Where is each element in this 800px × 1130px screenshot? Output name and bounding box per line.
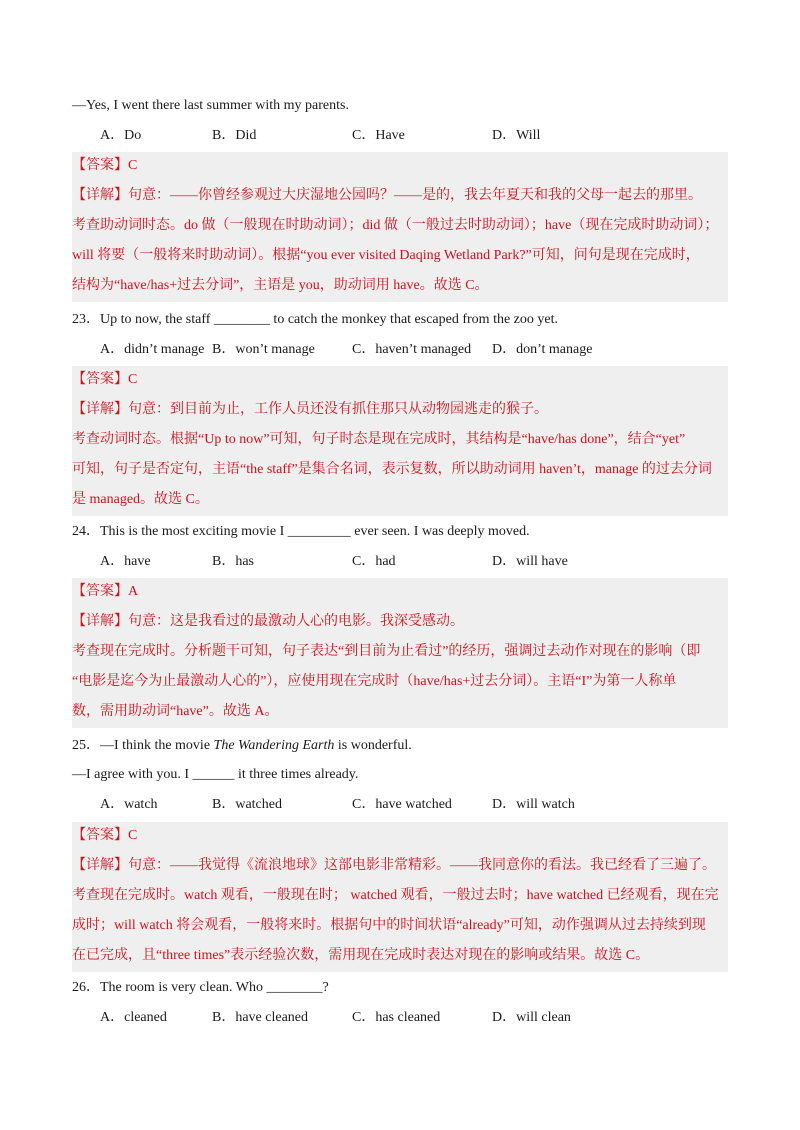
q25-explain-3: 成时；will watch 将会观看，一般将来时。根据句中的时间状语“already”可知，动作强调从过去持续到现 [72,918,706,933]
q24-explain-1: 【详解】句意：这是我看过的最激动人心的电影。我深受感动。 [72,614,464,629]
q22-explain-3: will 将要（一般将来时助动词）。根据“you ever visited Daqing Wetland Park?”可知，问句是现在完成时， [72,248,700,263]
q25-explain-4: 在已完成，且“three times”表示经验次数，需用现在完成时表达对现在的影响或结果。故选 C。 [72,948,650,963]
q25-explain-2: 考查现在完成时。watch 观看，一般现在时； watched 观看，一般过去时；have watched 已经观看，现在完 [72,888,719,903]
q25-answer: 【答案】C [72,828,138,843]
q25-stem-suffix: is wonderful. [334,738,412,753]
q23-option-a: A．didn’t manage [100,342,205,357]
q25-option-b: B．watched [212,797,282,812]
q26-stem: 26．The room is very clean. Who ________? [72,980,329,995]
q25-movie-title: The Wandering Earth [213,738,335,753]
q22-option-a: A．Do [100,128,142,143]
q22-explain-4: 结构为“have/has+过去分词”，主语是 you，助动词用 have。故选 C。 [72,278,489,293]
q24-option-a: A．have [100,554,151,569]
q25-explain-1: 【详解】句意：——我觉得《流浪地球》这部电影非常精彩。——我同意你的看法。我已经看了三遍了。 [72,858,716,873]
q24-stem: 24．This is the most exciting movie I _________ ever seen. I was deeply moved. [72,524,530,539]
q25-answer-block [72,822,728,972]
q24-option-d: D．will have [492,554,568,569]
q24-answer: 【答案】A [72,584,139,599]
q22-answer: 【答案】C [72,158,138,173]
q26-option-b: B．have cleaned [212,1010,309,1025]
q23-explain-2: 考查动词时态。根据“Up to now”可知，句子时态是现在完成时，其结构是“have/has done”，结合“yet” [72,432,686,447]
q25-option-c: C．have watched [352,797,452,812]
q25-stem-prefix: 25．—I think the movie [72,738,214,753]
q25-option-a: A．watch [100,797,158,812]
q23-stem: 23．Up to now, the staff ________ to catch the monkey that escaped from the zoo yet. [72,312,558,327]
q26-option-d: D．will clean [492,1010,571,1025]
q22-option-b: B．Did [212,128,257,143]
q22-option-c: C．Have [352,128,405,143]
q25-stem [72,736,412,756]
q24-option-b: B．has [212,554,254,569]
q23-explain-1: 【详解】句意：到目前为止，工作人员还没有抓住那只从动物园逃走的猴子。 [72,402,548,417]
q23-option-c: C．haven’t managed [352,342,472,357]
q22-answer-block [72,152,728,302]
q25-option-d: D．will watch [492,797,575,812]
q23-explain-4: 是 managed。故选 C。 [72,492,209,507]
q23-option-b: B．won’t manage [212,342,315,357]
q23-answer: 【答案】C [72,372,138,387]
q22-reply: —Yes, I went there last summer with my parents. [72,98,349,113]
q24-explain-2: 考查现在完成时。分析题干可知，句子表达“到目前为止看过”的经历，强调过去动作对现在的影响（即 [72,644,701,659]
q24-explain-3: “电影是迄今为止最激动人心的”），应使用现在完成时（have/has+过去分词）。主语“I”为第一人称单 [72,674,677,689]
q24-answer-block [72,578,728,728]
q22-explain-1: 【详解】句意：——你曾经参观过大庆湿地公园吗？——是的，我去年夏天和我的父母一起去的那里。 [72,188,702,203]
q25-reply: —I agree with you. I ______ it three times already. [72,767,359,782]
q23-answer-block [72,366,728,516]
q23-explain-3: 可知，句子是否定句，主语“the staff”是集合名词，表示复数，所以助动词用 haven’t，manage 的过去分词 [72,462,712,477]
q22-option-d: D．Will [492,128,541,143]
q23-option-d: D．don’t manage [492,342,593,357]
q26-option-a: A．cleaned [100,1010,167,1025]
q24-explain-4: 数，需用助动词“have”。故选 A。 [72,704,279,719]
q22-explain-2: 考查助动词时态。do 做（一般现在时助动词）；did 做（一般过去时助动词）；have（现在完成时助动词）； [72,218,719,233]
q24-option-c: C．had [352,554,396,569]
q26-option-c: C．has cleaned [352,1010,441,1025]
